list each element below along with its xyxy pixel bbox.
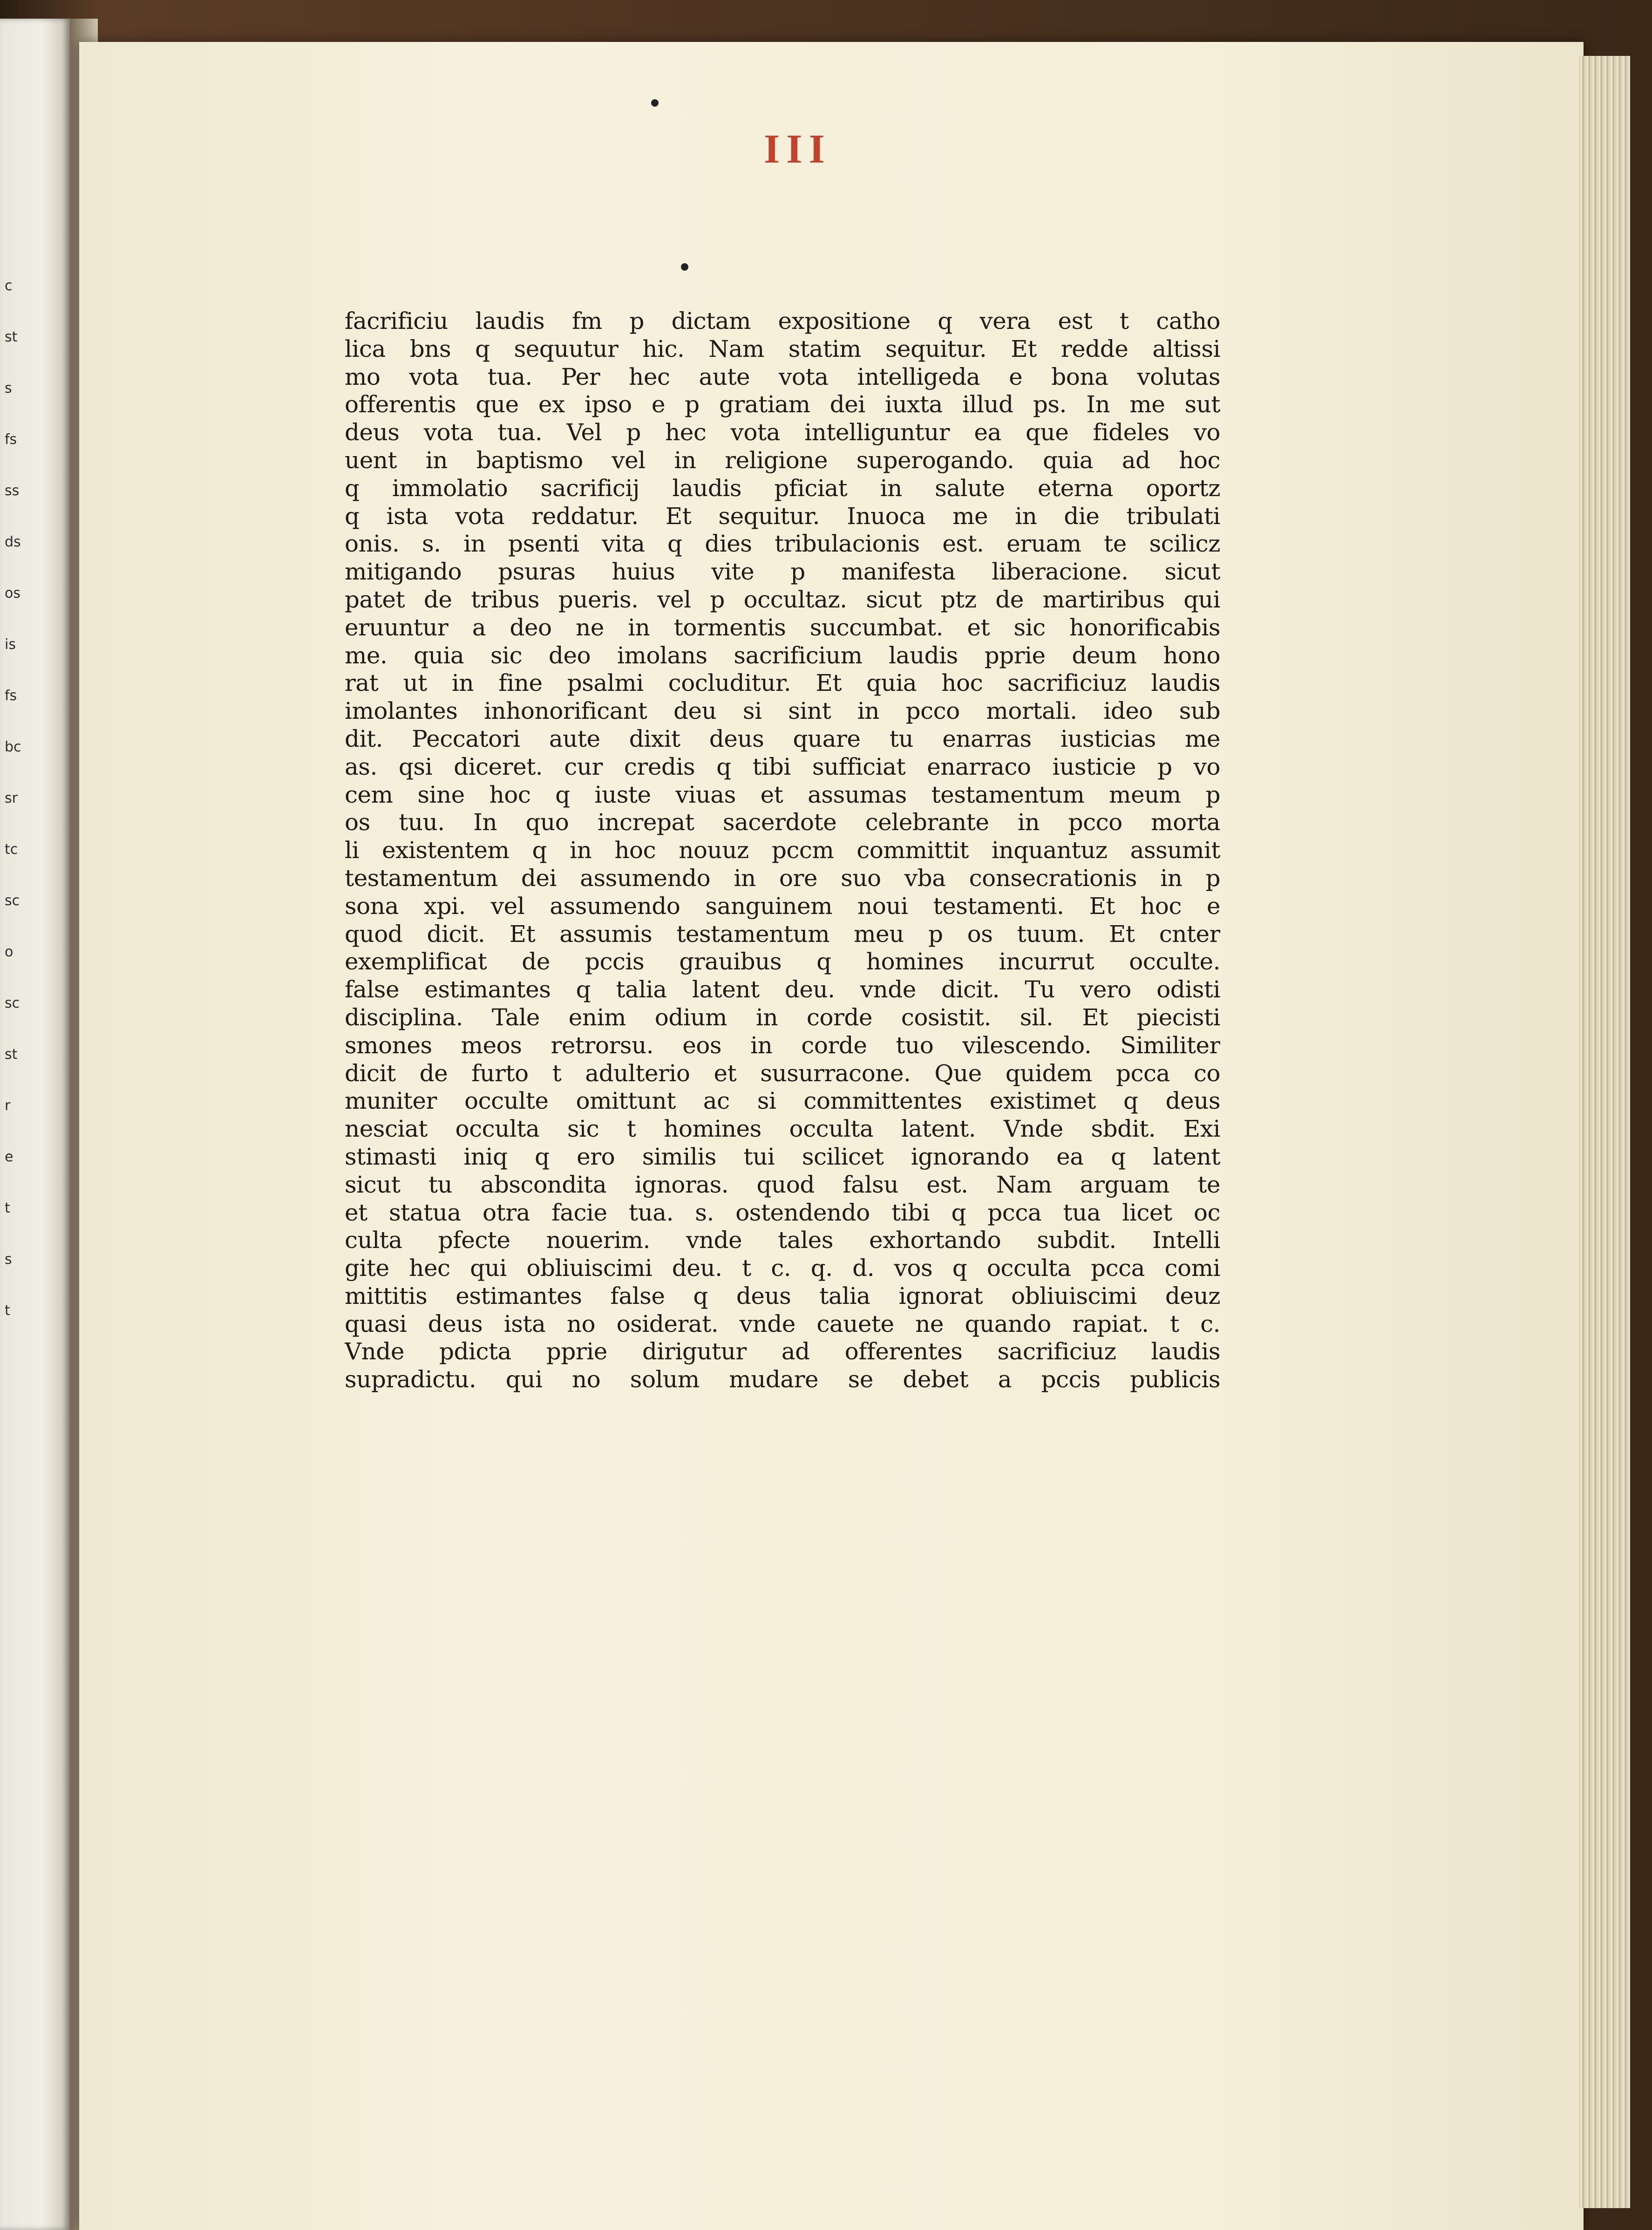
text-line: cem sine hoc q iuste viuas et assumas testamentum meum p — [345, 781, 1220, 808]
facing-page-glyph: fs — [5, 431, 17, 448]
facing-page-edge — [0, 19, 70, 2230]
text-line: onis. s. in psenti vita q dies tribulacionis est. eruam te scilicz — [345, 530, 1220, 558]
facing-page-glyph: os — [5, 585, 20, 601]
text-line: as. qsi diceret. cur credis q tibi sufficiat enarraco iusticie p vo — [345, 753, 1220, 780]
text-line: muniter occulte omittunt ac si committentes existimet q deus — [345, 1087, 1220, 1115]
facing-page-glyph: s — [5, 1251, 12, 1268]
text-line: Vnde pdicta pprie dirigutur ad offerentes sacrificiuz laudis — [345, 1338, 1220, 1365]
text-line: nesciat occulta sic t homines occulta latent. Vnde sbdit. Exi — [345, 1115, 1220, 1143]
text-line: exemplificat de pccis grauibus q homines incurrut occulte. — [345, 948, 1220, 975]
ornament-dot-lower — [681, 263, 688, 271]
text-line: false estimantes q talia latent deu. vnde dicit. Tu vero odisti — [345, 976, 1220, 1003]
facing-page-glyph: ss — [5, 483, 20, 499]
facing-page-glyph: o — [5, 944, 14, 960]
facing-page-glyph: sc — [5, 995, 20, 1011]
text-line: mo vota tua. Per hec aute vota intelligeda e bona volutas — [345, 363, 1220, 390]
ornament-dot-top — [651, 99, 659, 107]
folio-number: III — [764, 127, 831, 172]
text-line: smones meos retrorsu. eos in corde tuo vilescendo. Similiter — [345, 1031, 1220, 1059]
text-line: deus vota tua. Vel p hec vota intelliguntur ea que fideles vo — [345, 419, 1220, 446]
text-line: sicut tu abscondita ignoras. quod falsu est. Nam arguam te — [345, 1171, 1220, 1198]
text-line: sona xpi. vel assumendo sanguinem noui testamenti. Et hoc e — [345, 892, 1220, 920]
facing-page-glyph: bc — [5, 739, 21, 755]
text-line: dicit de furto t adulterio et susurracone. Que quidem pcca co — [345, 1059, 1220, 1087]
text-line: rat ut in fine psalmi cocluditur. Et quia hoc sacrificiuz laudis — [345, 669, 1220, 697]
text-line: quod dicit. Et assumis testamentum meu p os tuum. Et cnter — [345, 920, 1220, 948]
text-line: disciplina. Tale enim odium in corde cosistit. sil. Et piecisti — [345, 1003, 1220, 1031]
facing-page-glyph: r — [5, 1098, 11, 1114]
facing-page-glyph: ds — [5, 534, 21, 550]
text-line: uent in baptismo vel in religione superogando. quia ad hoc — [345, 446, 1220, 474]
page-stack-edge — [1579, 56, 1630, 2208]
text-line: imolantes inhonorificant deu si sint in pcco mortali. ideo sub — [345, 697, 1220, 725]
facing-page-glyph: fs — [5, 688, 17, 704]
facing-page-glyph: is — [5, 636, 16, 653]
text-line: gite hec qui obliuiscimi deu. t c. q. d. vos q occulta pcca comi — [345, 1255, 1220, 1282]
facing-page-glyph: sr — [5, 790, 18, 806]
text-line: quasi deus ista no osiderat. vnde cauete ne quando rapiat. t c. — [345, 1310, 1220, 1337]
facing-page-glyph: t — [5, 1200, 10, 1216]
text-line: stimasti iniq q ero similis tui scilicet ignorando ea q latent — [345, 1143, 1220, 1170]
text-line: mitigando psuras huius vite p manifesta liberacione. sicut — [345, 558, 1220, 586]
text-line: patet de tribus pueris. vel p occultaz. sicut ptz de martiribus qui — [345, 586, 1220, 613]
text-line: lica bns q sequutur hic. Nam statim sequitur. Et redde altissi — [345, 335, 1220, 362]
text-line: q immolatio sacrificij laudis pficiat in salute eterna oportz — [345, 474, 1220, 502]
text-line: q ista vota reddatur. Et sequitur. Inuoca me in die tribulati — [345, 502, 1220, 530]
facing-page-glyph: sc — [5, 893, 20, 909]
facing-page-glyph: c — [5, 278, 13, 294]
facing-page-glyph: t — [5, 1303, 10, 1319]
text-line: eruuntur a deo ne in tormentis succumbat. et sic honorificabis — [345, 614, 1220, 641]
text-line: li existentem q in hoc nouuz pccm committit inquantuz assumit — [345, 837, 1220, 864]
text-line: me. quia sic deo imolans sacrificium laudis pprie deum hono — [345, 641, 1220, 669]
text-line: dit. Peccatori aute dixit deus quare tu enarras iusticias me — [345, 725, 1220, 752]
facing-page-glyph: tc — [5, 841, 18, 858]
text-line: supradictu. qui no solum mudare se debet a pccis publicis — [345, 1366, 1220, 1393]
text-line: offerentis que ex ipso e p gratiam dei iuxta illud ps. In me sut — [345, 391, 1220, 418]
text-line: et statua otra facie tua. s. ostendendo tibi q pcca tua licet oc — [345, 1199, 1220, 1226]
facing-page-glyph: e — [5, 1149, 14, 1165]
text-line: testamentum dei assumendo in ore suo vba consecrationis in p — [345, 864, 1220, 892]
text-line: mittitis estimantes false q deus talia ignorat obliuiscimi deuz — [345, 1282, 1220, 1309]
text-line: os tuu. In quo increpat sacerdote celebrante in pcco morta — [345, 809, 1220, 836]
facing-page-glyph: st — [5, 1046, 18, 1063]
text-block — [345, 307, 1220, 1394]
facing-page-glyph: st — [5, 329, 18, 345]
text-line: facrificiu laudis fm p dictam expositione q vera est t catho — [345, 307, 1220, 334]
facing-page-glyph: s — [5, 380, 12, 396]
text-line: culta pfecte nouerim. vnde tales exhortando subdit. Intelli — [345, 1227, 1220, 1254]
